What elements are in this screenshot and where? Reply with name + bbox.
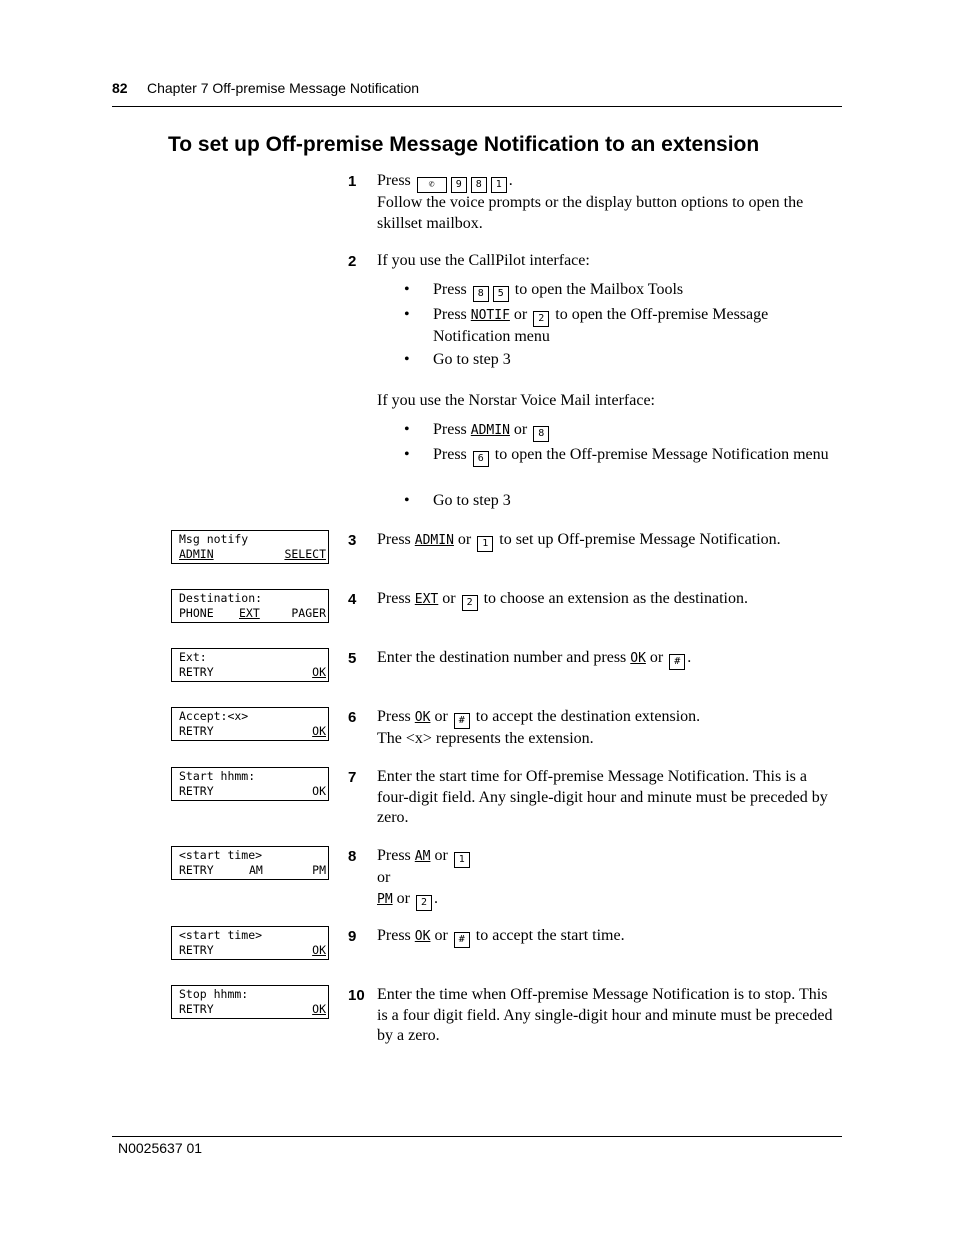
- section-title: To set up Off-premise Message Notification to an extension: [168, 133, 760, 156]
- phone-display: [171, 767, 329, 801]
- display-softkey: PM: [312, 863, 326, 877]
- display-softkey: RETRY: [179, 784, 214, 798]
- bullet-item: • Press 8 5 to open the Mailbox Tools: [433, 280, 833, 302]
- display-softkey: PHONE: [179, 606, 214, 620]
- display-softkey: RETRY: [179, 943, 214, 957]
- step-10-text: Enter the time when Off-premise Message Notification is to stop. This is a four digit field. Any single-digit hour and minute must be preceded by a zero.: [377, 986, 833, 1044]
- softkey-label: OK: [414, 710, 431, 725]
- key-9: 9: [451, 177, 467, 193]
- footer-doc-number: N0025637 01: [118, 1140, 203, 1156]
- key-2: 2: [533, 311, 549, 327]
- step-number: 8: [348, 848, 357, 865]
- phone-display: [171, 707, 329, 741]
- display-softkey: RETRY: [179, 724, 214, 738]
- step-number: 7: [348, 769, 357, 786]
- display-line-1: Msg notify: [179, 532, 249, 546]
- step-number: 5: [348, 650, 357, 667]
- softkey-label: ADMIN: [470, 423, 510, 438]
- phone-display: [171, 985, 329, 1019]
- step-1-follow: Follow the voice prompts or the display button options to open the skillset mailbox.: [377, 194, 804, 232]
- step-number: 1: [348, 173, 357, 190]
- key-pound: #: [454, 932, 470, 948]
- display-softkey: OK: [312, 784, 326, 798]
- display-softkey: SELECT: [284, 547, 326, 561]
- step-2-norstar-intro: If you use the Norstar Voice Mail interface:: [377, 392, 655, 409]
- softkey-label: EXT: [414, 592, 439, 607]
- key-8: 8: [533, 426, 549, 442]
- display-softkey: ADMIN: [179, 547, 214, 561]
- bullet-item: • Go to step 3: [433, 350, 833, 371]
- key-1: 1: [454, 852, 470, 868]
- softkey-label: OK: [414, 929, 431, 944]
- step-number: 9: [348, 928, 357, 945]
- phone-display: [171, 648, 329, 682]
- key-2: 2: [416, 895, 432, 911]
- phone-display: [171, 926, 329, 960]
- display-line-1: <start time>: [179, 848, 263, 862]
- step-2-callpilot-intro: If you use the CallPilot interface:: [377, 252, 590, 269]
- step-number: 2: [348, 253, 357, 270]
- step-4-text: Press EXT or 2 to choose an extension as the destination.: [377, 589, 837, 611]
- display-softkey: OK: [312, 943, 326, 957]
- chapter-title: Chapter 7 Off-premise Message Notification: [147, 80, 420, 96]
- display-softkey: RETRY: [179, 1002, 214, 1016]
- phone-display: [171, 530, 329, 564]
- step-5-text: Enter the destination number and press OK or # .: [377, 648, 837, 670]
- display-softkey: OK: [312, 665, 326, 679]
- softkey-label: AM: [414, 849, 431, 864]
- display-softkey: AM: [249, 863, 263, 877]
- bullet-item: • Press ADMIN or 8: [433, 420, 833, 442]
- step-7-text: Enter the start time for Off-premise Message Notification. This is a four-digit field. Any single-digit hour and minute must be preceded by zero.: [377, 768, 828, 826]
- step-1-text: Press ✆ 9 8 1 . Follow the voice prompts or the display button options to open the skillset mailbox.: [377, 172, 804, 232]
- display-line-1: Ext:: [179, 650, 207, 664]
- bullet-item: • Press 6 to open the Off-premise Message Notification menu: [433, 445, 833, 467]
- step-6-text: Press OK or # to accept the destination extension. The <x> represents the extension.: [377, 708, 701, 747]
- display-softkey: OK: [312, 724, 326, 738]
- key-6: 6: [473, 451, 489, 467]
- step-8-text: Press AM or 1 or PM or 2 .: [377, 846, 837, 911]
- phone-display: [171, 846, 329, 880]
- step-number: 4: [348, 591, 357, 608]
- display-line-1: Accept:<x>: [179, 709, 249, 723]
- step-number: 10: [348, 987, 365, 1004]
- step-number: 3: [348, 532, 357, 549]
- step-9-text: Press OK or # to accept the start time.: [377, 926, 837, 948]
- softkey-label: ADMIN: [414, 533, 454, 548]
- display-softkey: RETRY: [179, 665, 214, 679]
- step-3-text: Press ADMIN or 1 to set up Off-premise Message Notification.: [377, 530, 837, 552]
- page-header: [112, 80, 842, 107]
- feature-key-icon: ✆: [417, 177, 447, 193]
- softkey-label: OK: [630, 651, 646, 666]
- softkey-label: PM: [377, 891, 393, 907]
- key-2: 2: [462, 595, 478, 611]
- display-softkey: RETRY: [179, 863, 214, 877]
- bullet-item: • Go to step 3: [433, 491, 833, 512]
- footer-divider: [112, 1136, 842, 1137]
- display-line-1: <start time>: [179, 928, 263, 942]
- display-line-1: Destination:: [179, 591, 263, 605]
- display-softkey: PAGER: [291, 606, 326, 620]
- key-pound: #: [454, 713, 470, 729]
- step-number: 6: [348, 709, 357, 726]
- page-number: 82: [112, 80, 128, 96]
- key-8: 8: [473, 286, 489, 302]
- display-line-1: Stop hhmm:: [179, 987, 249, 1001]
- display-softkey: EXT: [239, 606, 260, 620]
- display-line-1: Start hhmm:: [179, 769, 256, 783]
- softkey-label: NOTIF: [470, 308, 510, 323]
- display-softkey: OK: [312, 1002, 326, 1016]
- phone-display: [171, 589, 329, 623]
- key-1: 1: [491, 177, 507, 193]
- bullet-item: • Press NOTIF or 2 to open the Off-premise Message Notification menu: [433, 305, 833, 348]
- key-1: 1: [477, 536, 493, 552]
- key-pound: #: [669, 654, 685, 670]
- key-5: 5: [493, 286, 509, 302]
- key-8: 8: [471, 177, 487, 193]
